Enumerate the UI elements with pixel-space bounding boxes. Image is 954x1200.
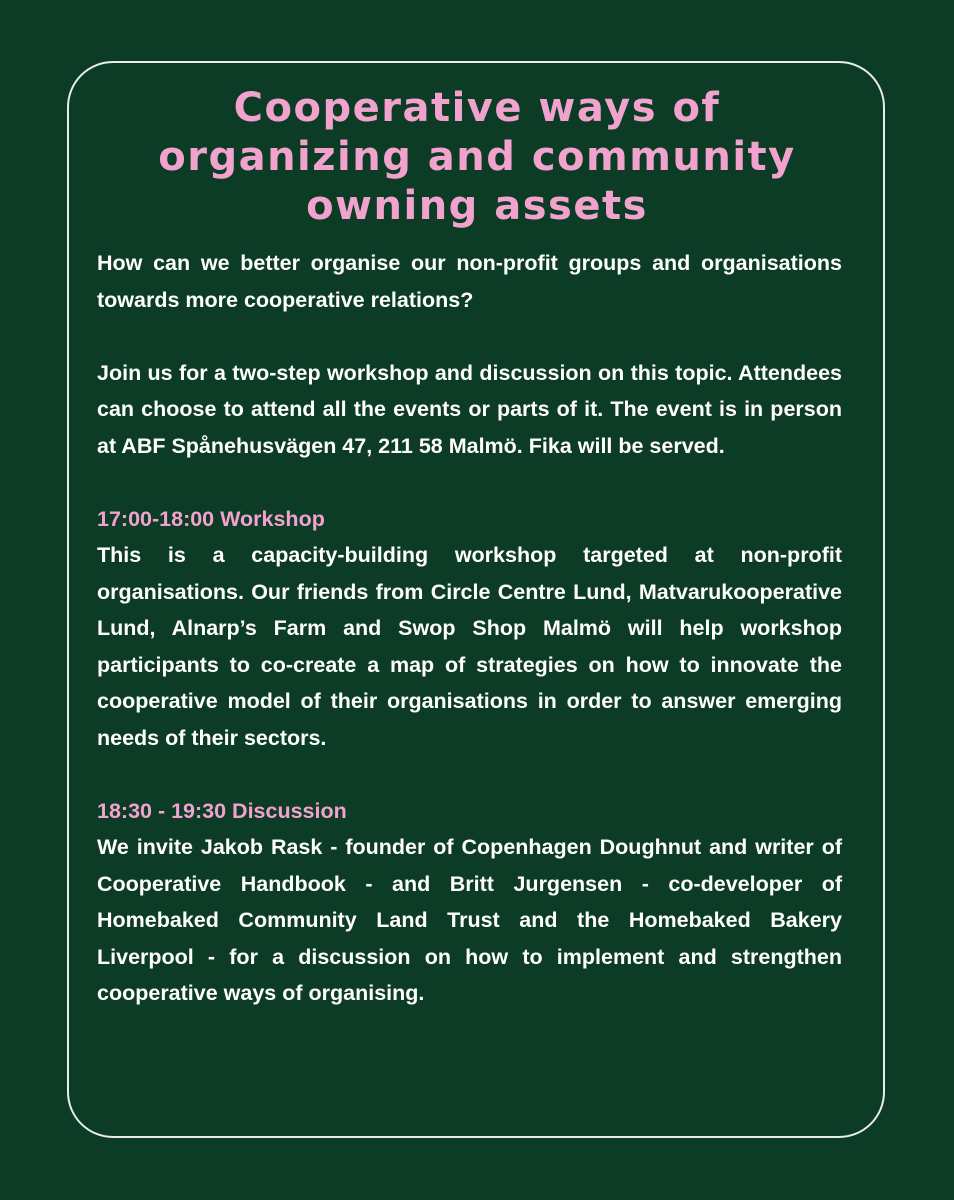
intro-question: How can we better organise our non-profit groups and organisations towards more cooperative relations? [97,251,842,312]
title-line-2: organizing and community [158,134,796,180]
workshop-heading: 17:00-18:00 Workshop [97,506,325,531]
workshop-section [97,501,842,757]
workshop-description: This is a capacity-building workshop targeted at non-profit organisations. Our friends from Circle Centre Lund, Matvarukooperative Lund, Alnarp’s Farm and Swop Shop Malmö will help workshop participants to co-create a map of strategies on how to innovate the cooperative model of their organisations in order to answer emerging needs of their sectors. [97,543,842,750]
title-line-3: owning assets [306,183,648,229]
intro-details: Join us for a two-step workshop and discussion on this topic. Attendees can choose to attend all the events or parts of it. The event is in person at ABF Spånehusvägen 47, 211 58 Malmö. Fika will be served. [97,360,842,458]
title-line-1: Cooperative ways of [233,85,721,131]
discussion-description: We invite Jakob Rask - founder of Copenhagen Doughnut and writer of Cooperative Handbook - and Britt Jurgensen - co-developer of Homebaked Community Land Trust and the Homebaked Bakery Liverpool - for a discussion on how to implement and strengthen cooperative ways of organising. [97,835,842,1005]
discussion-section [97,793,842,1012]
event-description [97,245,842,1012]
page-title [0,84,954,231]
discussion-heading: 18:30 - 19:30 Discussion [97,798,347,823]
